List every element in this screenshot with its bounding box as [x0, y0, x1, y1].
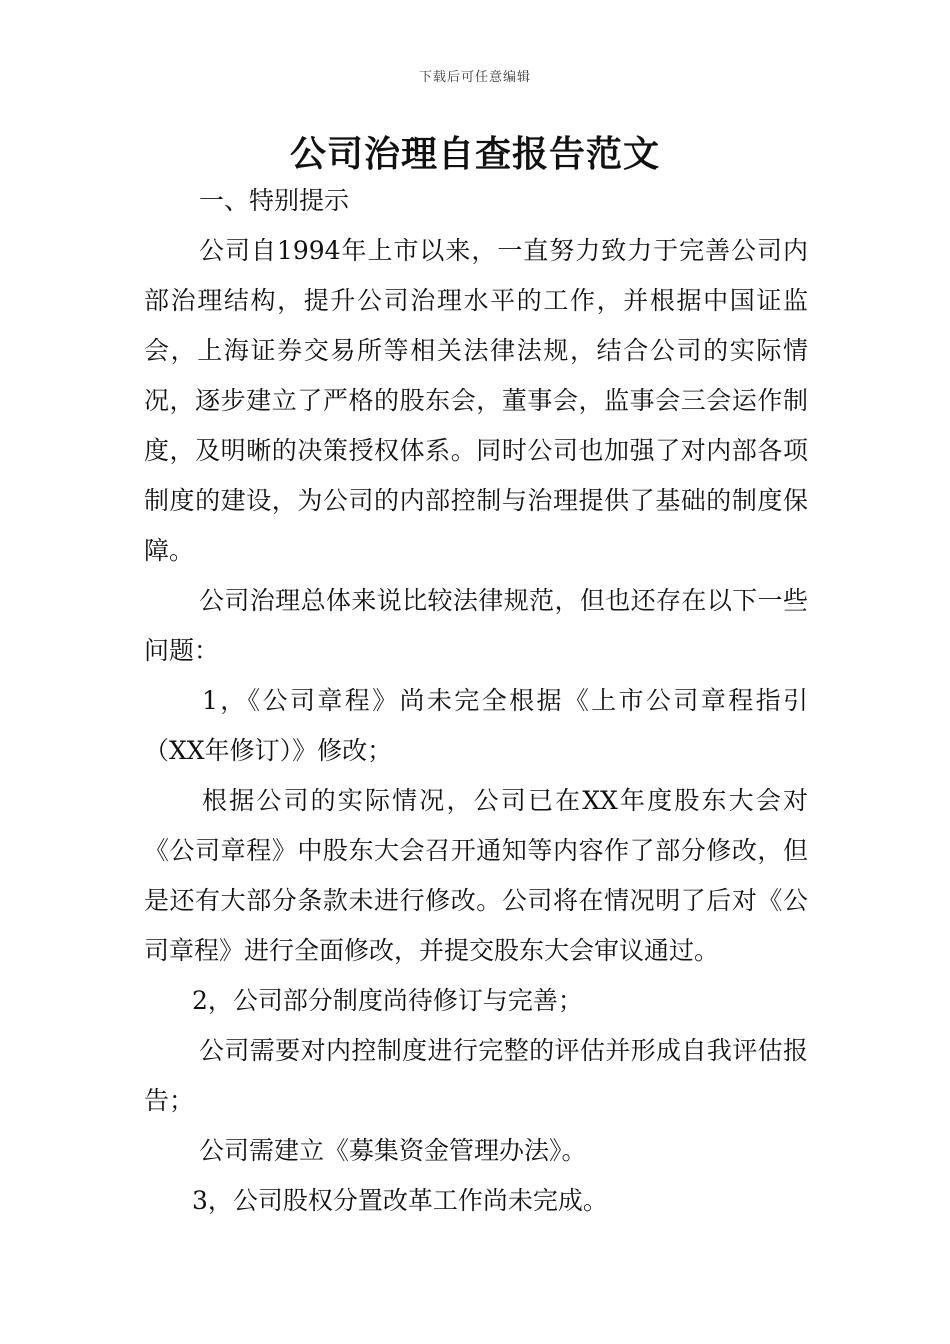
numbered-item: 1，《公司章程》尚未完全根据《上市公司章程指引（XX年修订）》修改； — [144, 686, 808, 765]
paragraph: 公司需要对内控制度进行完整的评估并形成自我评估报告； — [144, 1036, 808, 1115]
paragraph: 公司需建立《募集资金管理办法》。 — [199, 1136, 587, 1165]
document-title: 公司治理自查报告范文 — [289, 134, 660, 175]
section-heading: 一、特别提示 — [199, 186, 350, 215]
numbered-item: 2，公司部分制度尚待修订与完善； — [192, 986, 583, 1015]
paragraph: 公司治理总体来说比较法律规范，但也还存在以下一些问题： — [144, 586, 808, 665]
paragraph: 公司自1994年上市以来，一直努力致力于完善公司内部治理结构，提升公司治理水平的工作，并根据中国证监会，上海证券交易所等相关法律法规，结合公司的实际情况，逐步建立了严格的股东会，董事会，监事会三会运作制度，及明晰的决策授权体系。同时公司也加强了对内部各项制度的建设，为公司的内部控制与治理提供了基础的制度保障。 — [144, 236, 808, 565]
header-note: 下载后可任意编辑 — [418, 70, 531, 85]
paragraph: 根据公司的实际情况，公司已在XX年度股东大会对《公司章程》中股东大会召开通知等内容作了部分修改，但是还有大部分条款未进行修改。公司将在情况明了后对《公司章程》进行全面修改，并提交股东大会审议通过。 — [144, 786, 808, 965]
document-body — [144, 176, 808, 1226]
numbered-item: 3，公司股权分置改革工作尚未完成。 — [192, 1186, 608, 1215]
